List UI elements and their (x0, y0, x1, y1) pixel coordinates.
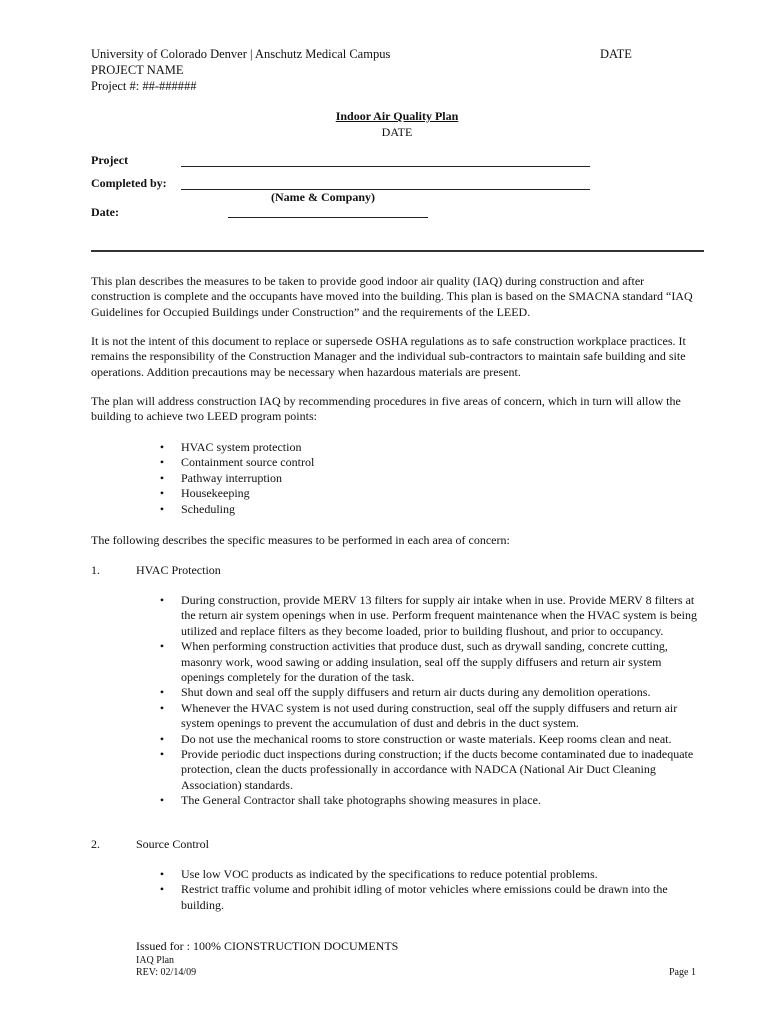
completed-by-field-line[interactable] (181, 189, 590, 190)
list-item: • The General Contractor shall take photographs showing measures in place. (157, 793, 702, 808)
list-item: • Restrict traffic volume and prohibit idling of motor vehicles where emissions could be drawn into the building. (157, 882, 702, 913)
list-item: • Pathway interruption (157, 471, 697, 486)
areas-list (157, 440, 697, 517)
list-item: • Do not use the mechanical rooms to store construction or waste materials. Keep rooms clean and neat. (157, 732, 702, 747)
list-item: • When performing construction activities that produce dust, such as drywall sanding, concrete cutting, masonry work, wood sawing or adding insulation, seal off the supply diffusers and return air system openings completely for the duration of the task. (157, 639, 702, 685)
list-item: • During construction, provide MERV 13 filters for supply air intake when in use. Provide MERV 8 filters at the return air system openings when in use. Perform frequent maintenance when the HVAC system is being utilized and replace filters as they become loaded, prior to building flushout, and prior to occupancy. (157, 593, 702, 639)
project-label: Project (91, 153, 129, 167)
list-item: • Housekeeping (157, 486, 697, 501)
list-item: • HVAC system protection (157, 440, 697, 455)
section-2-title: Source Control (136, 837, 209, 851)
section-1-number: 1. (91, 563, 100, 577)
section-1-list (157, 593, 702, 809)
header-block (91, 46, 390, 94)
footer-page-number: Page 1 (669, 967, 696, 978)
bullet-icon: • (159, 867, 165, 881)
header-project-number: Project #: ##-###### (91, 79, 197, 93)
date-field-line[interactable] (228, 217, 428, 218)
date-label: Date: (91, 205, 119, 219)
footer-doc-name: IAQ Plan (136, 955, 175, 966)
bullet-icon: • (159, 793, 165, 808)
bullet-icon: • (159, 639, 165, 654)
footer-revision: REV: 02/14/09 (136, 967, 197, 978)
bullet-icon: • (159, 685, 165, 700)
section-divider (91, 250, 704, 252)
section-2-number: 2. (91, 837, 100, 851)
bullet-icon: • (159, 747, 165, 762)
bullet-icon: • (159, 731, 165, 746)
list-item: • Containment source control (157, 455, 697, 470)
specific-measures-paragraph: The following describes the specific measures to be performed in each area of concern: (91, 533, 510, 547)
section-1-title: HVAC Protection (136, 563, 221, 577)
bullet-icon: • (159, 593, 165, 607)
intro-paragraph: This plan describes the measures to be taken to provide good indoor air quality (IAQ) during construction and after construction is complete and the occupants have moved into the building. This plan is based on the SMACNA standard “IAQ Guidelines for Occupied Buildings under Construction” and the requirements of the LEED. (91, 274, 693, 319)
bullet-icon: • (159, 440, 165, 454)
list-item: • Shut down and seal off the supply diffusers and return air ducts during any demolition operations. (157, 685, 702, 700)
bullet-icon: • (159, 455, 165, 470)
page-title: Indoor Air Quality Plan (335, 109, 459, 123)
bullet-icon: • (159, 700, 165, 715)
title-block (0, 109, 770, 140)
osha-paragraph: It is not the intent of this document to replace or supersede OSHA regulations as to safe construction workplace practices. It remains the responsibility of the Construction Manager and the individual sub-contractors to maintain safe building and site operations. Addition precautions may be necessary when hazardous materials are present. (91, 334, 686, 379)
title-date: DATE (381, 125, 413, 139)
areas-paragraph: The plan will address construction IAQ by recommending procedures in five areas of concern, which in turn will allow the building to achieve two LEED program points: (91, 394, 681, 424)
list-item: • Scheduling (157, 502, 697, 517)
list-item: • Whenever the HVAC system is not used during construction, seal off the supply diffusers and return air system openings to prevent the accumulation of dust and debris in the duct system. (157, 701, 702, 732)
bullet-icon: • (159, 486, 165, 501)
header-project-name: PROJECT NAME (91, 63, 184, 77)
name-company-caption: (Name & Company) (271, 190, 375, 204)
completed-by-label: Completed by: (91, 176, 167, 190)
bullet-icon: • (159, 470, 165, 485)
header-date: DATE (600, 47, 632, 61)
list-item: • Provide periodic duct inspections during construction; if the ducts become contaminated due to inadequate protection, clean the ducts professionally in accordance with NADCA (National Air Duct Cleaning Association) standards. (157, 747, 702, 793)
list-item: • Use low VOC products as indicated by the specifications to reduce potential problems. (157, 867, 702, 882)
section-2-list (157, 867, 702, 913)
bullet-icon: • (159, 501, 165, 516)
project-field-line[interactable] (181, 166, 590, 167)
footer-issued: Issued for : 100% CIONSTRUCTION DOCUMENTS (136, 939, 399, 953)
header-org: University of Colorado Denver | Anschutz Medical Campus (91, 47, 391, 61)
bullet-icon: • (159, 882, 165, 897)
